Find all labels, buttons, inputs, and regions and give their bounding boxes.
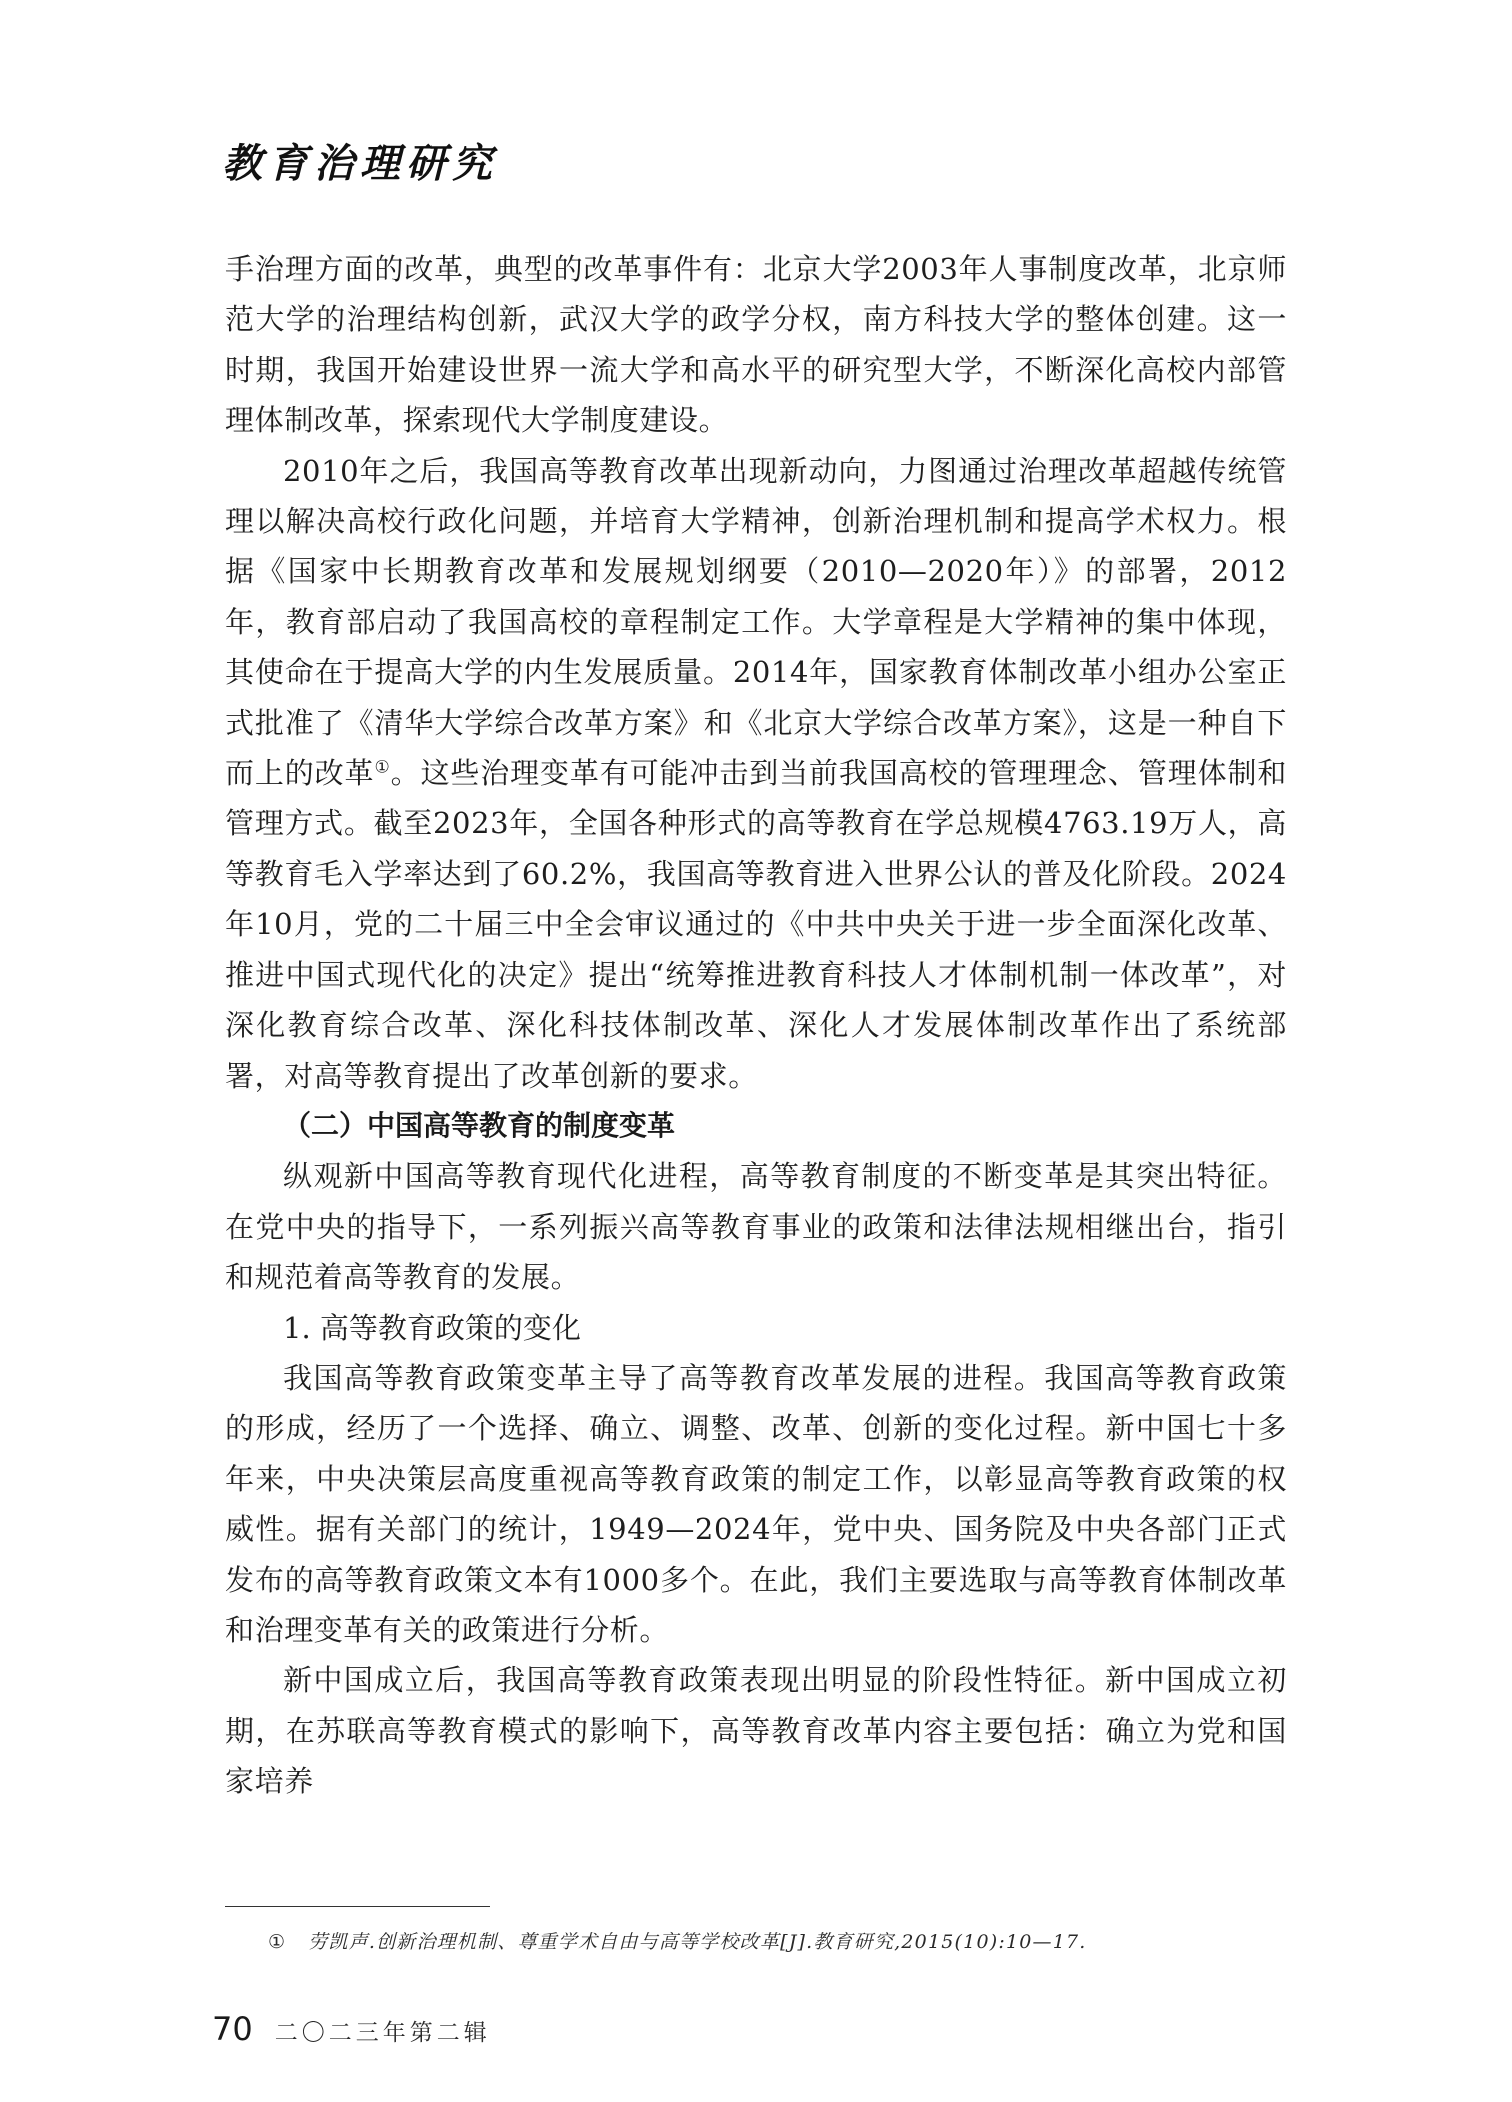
- paragraph-3: 纵观新中国高等教育现代化进程，高等教育制度的不断变革是其突出特征。在党中央的指导下，一系列振兴高等教育事业的政策和法律法规相继出台，指引和规范着高等教育的发展。: [225, 1159, 1287, 1295]
- footnote-text: 劳凯声.创新治理机制、尊重学术自由与高等学校改革[J].教育研究,2015(10):10—17.: [308, 1931, 1087, 1953]
- article-body: [225, 244, 1287, 1807]
- subsection-heading: 1. 高等教育政策的变化: [283, 1310, 581, 1345]
- page-number: 70: [212, 2010, 253, 2048]
- paragraph-2-part-1: 2010年之后，我国高等教育改革出现新动向，力图通过治理改革超越传统管理以解决高校行政化问题，并培育大学精神，创新治理机制和提高学术权力。根据《国家中长期教育改革和发展规划纲要（2010—2020年）》的部署，2012年，教育部启动了我国高校的章程制定工作。大学章程是大学精神的集中体现，其使命在于提高大学的内生发展质量。2014年，国家教育体制改革小组办公室正式批准了《清华大学综合改革方案》和《北京大学综合改革方案》，这是一种自下而上的改革: [225, 453, 1287, 791]
- paragraph-5: 新中国成立后，我国高等教育政策表现出明显的阶段性特征。新中国成立初期，在苏联高等教育模式的影响下，高等教育改革内容主要包括：确立为党和国家培养: [225, 1663, 1287, 1799]
- footnote: [268, 1928, 1268, 1956]
- footnote-number: ①: [268, 1931, 287, 1953]
- footnote-reference[interactable]: ①: [374, 757, 391, 778]
- journal-title: 教育治理研究: [222, 140, 498, 187]
- section-heading: （二）中国高等教育的制度变革: [283, 1108, 676, 1142]
- paragraph-2: [225, 446, 1287, 1101]
- paragraph-1: 手治理方面的改革，典型的改革事件有：北京大学2003年人事制度改革，北京师范大学的治理结构创新，武汉大学的政学分权，南方科技大学的整体创建。这一时期，我国开始建设世界一流大学和高水平的研究型大学，不断深化高校内部管理体制改革，探索现代大学制度建设。: [225, 252, 1287, 438]
- paragraph-4: 我国高等教育政策变革主导了高等教育改革发展的进程。我国高等教育政策的形成，经历了一个选择、确立、调整、改革、创新的变化过程。新中国七十多年来，中央决策层高度重视高等教育政策的制定工作，以彰显高等教育政策的权威性。据有关部门的统计，1949—2024年，党中央、国务院及中央各部门正式发布的高等教育政策文本有1000多个。在此，我们主要选取与高等教育体制改革和治理变革有关的政策进行分析。: [225, 1360, 1287, 1647]
- page-footer: [212, 2009, 491, 2053]
- footnote-divider: [225, 1906, 490, 1907]
- paragraph-2-part-2: 。这些治理变革有可能冲击到当前我国高校的管理理念、管理体制和管理方式。截至2023年，全国各种形式的高等教育在学总规模4763.19万人，高等教育毛入学率达到了60.2%，我国高等教育进入世界公认的普及化阶段。2024年10月，党的二十届三中全会审议通过的《中共中央关于进一步全面深化改革、推进中国式现代化的决定》提出“统筹推进教育科技人才体制机制一体改革”，对深化教育综合改革、深化科技体制改革、深化人才发展体制改革作出了系统部署，对高等教育提出了改革创新的要求。: [225, 756, 1287, 1093]
- issue-label: 二〇二三年第二辑: [274, 2020, 491, 2046]
